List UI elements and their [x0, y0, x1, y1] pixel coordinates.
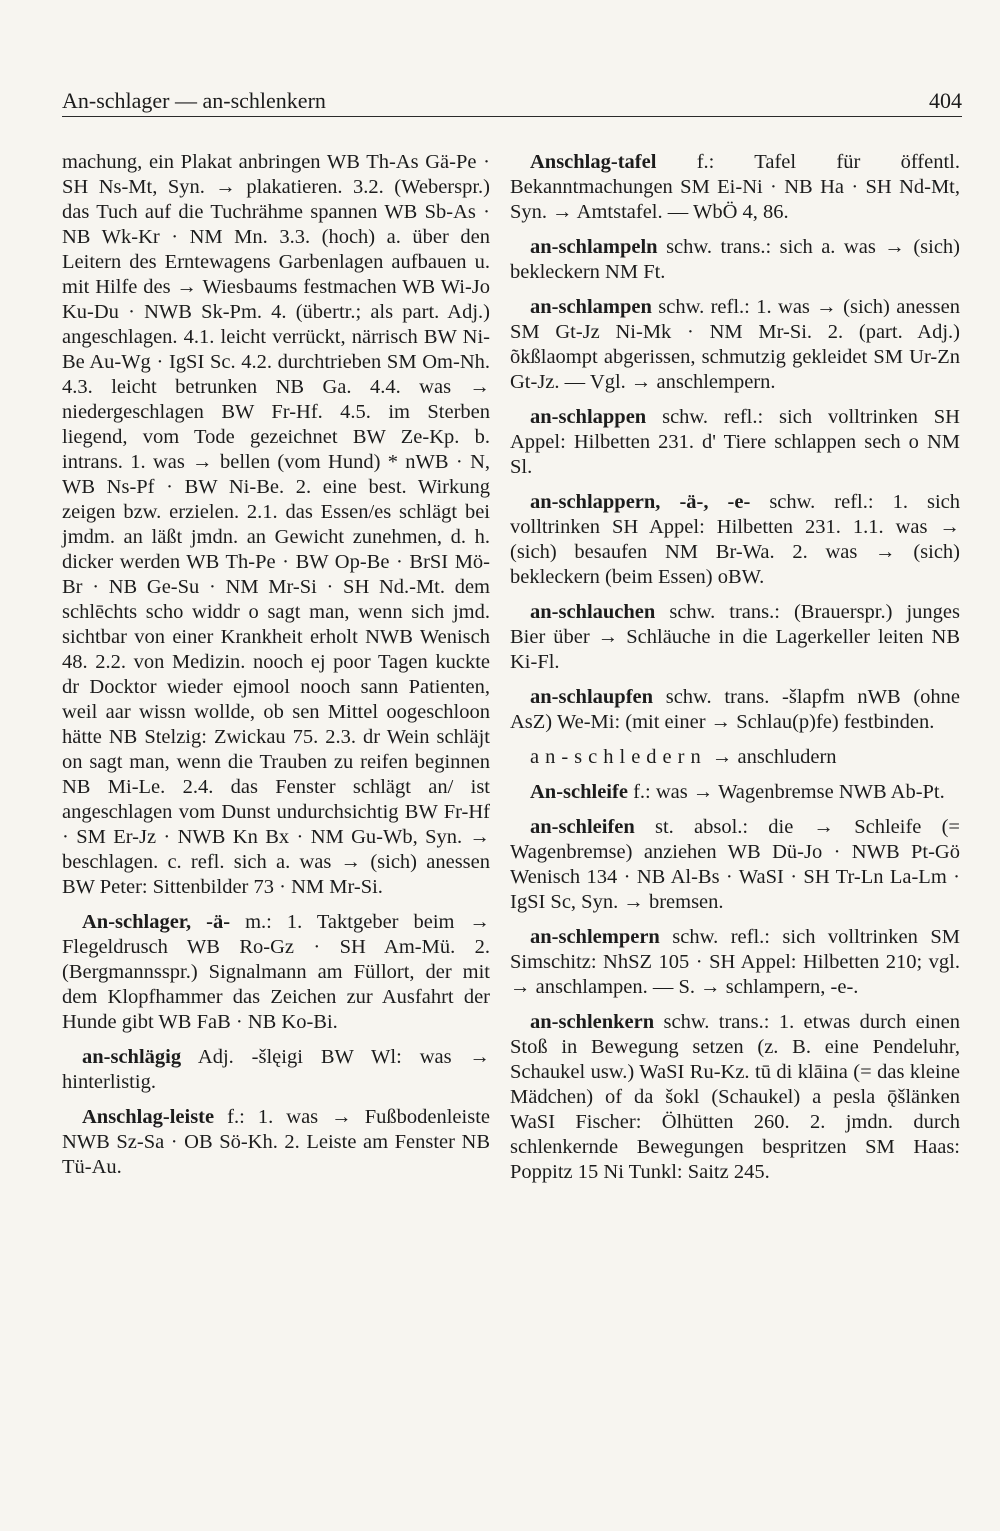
dictionary-entry [62, 150, 490, 900]
dictionary-entry [510, 235, 960, 285]
dictionary-entry [510, 150, 960, 225]
dictionary-entry [510, 925, 960, 1000]
dictionary-entry [62, 1045, 490, 1095]
dictionary-entry [510, 780, 960, 805]
entry-lemma: an-schlägig [82, 1046, 182, 1068]
entry-text: schw. refl.: sich volltrinken SM Simschitz: NhSZ 105 · SH Appel: Hilbetten 210; vgl. → anschlampen. — S. → schlampern, -e-. [510, 926, 960, 998]
dictionary-entry [510, 685, 960, 735]
entry-lemma-spaced: an-schledern [530, 746, 707, 768]
entry-lemma: Anschlag-leiste [82, 1106, 215, 1128]
entry-text: Adj. -šlęigi BW Wl: was → hinterlistig. [62, 1046, 490, 1093]
entry-text: machung, ein Plakat anbringen WB Th-As Gä-Pe · SH Ns-Mt, Syn. → plakatieren. 3.2. (Weberspr.) das Tuch auf die Tuchrähme spannen WB Sb-As · NB Wk-Kr · NM Mn. 3.3. (hoch) a. über den Leitern des Erntewagens Garbenlagen aufbauen u. mit Hilfe des → Wiesbaums festmachen WB Wi-Jo Ku-Du · NWB Sk-Pm. 4. (übertr.; als part. Adj.) angeschlagen. 4.1. leicht verrückt, närrisch BW Ni-Be Au-Wg · IgSI Sc. 4.2. durchtrieben SM Om-Nh. 4.3. leicht betrunken NB Ga. 4.4. was → niedergeschlagen BW Fr-Hf. 4.5. im Sterben liegend, vom Tode gezeichnet BW Ze-Kp. b. intrans. 1. was → bellen (vom Hund) * nWB · N, WB Ns-Pf · BW Ni-Be. 2. eine best. Wirkung zeigen bzw. erzielen. 2.1. das Essen/es schlägt bei jmdm. an läßt jmdn. an Gewicht zunehmen, d. h. dicker werden WB Th-Pe · BW Op-Be · BrSI Mö-Br · NB Ge-Su · NM Mr-Si · SH Nd.-Mt. dem schlēchts scho widdr o sagt man, wenn sich jmd. sichtbar von einer Krankheit erholt NWB Wenisch 48. 2.2. von Medizin. nooch ej poor Tagen kuckte dr Docktor wieder ejmool nooch sann Patienten, weil aar wissn wollde, ob sen Mittel oogeschloon hätte NB Stelzig: Zwickau 75. 2.3. dr Wein schläjt on sagt man, wenn die Trauben zu reifen beginnen NB Mi-Le. 2.4. das Fenster schlägt an/ ist angeschlagen vom Dunst undurchsichtig BW Fr-Hf · SM Er-Jz · NWB Kn Bx · NM Gu-Wb, Syn. → beschlagen. c. refl. sich a. was → (sich) anessen BW Peter: Sittenbilder 73 · NM Mr-Si. [62, 151, 490, 898]
entry-text: schw. trans.: sich a. was → (sich) bekleckern NM Ft. [510, 236, 960, 283]
dictionary-entry [62, 1105, 490, 1180]
entry-lemma: an-schlampeln [530, 236, 658, 258]
entry-lemma: an-schlaupfen [530, 686, 654, 708]
entry-lemma: an-schlappen [530, 406, 647, 428]
running-head-title: An-schlager — an-schlenkern [62, 88, 326, 113]
dictionary-entry [510, 490, 960, 590]
entry-lemma: an-schlenkern [530, 1011, 655, 1033]
page-number: 404 [929, 88, 962, 113]
entry-text: st. absol.: die → Schleife (= Wagenbremse) anziehen WB Dü-Jo · NWB Pt-Gö Wenisch 134 · NB Al-Bs · WaSI · SH Tr-Ln La-Lm · IgSI Sc, Syn. → bremsen. [510, 816, 960, 913]
entry-lemma: Anschlag-tafel [530, 151, 657, 173]
entry-text: schw. refl.: 1. was → (sich) anessen SM Gt-Jz Ni-Mk · NM Mr-Si. 2. (part. Adj.) õkßlaompt abgerissen, schmutzig gekleidet SM Ur-Zn Gt-Jz. — Vgl. → anschlempern. [510, 296, 960, 393]
entry-lemma: an-schleifen [530, 816, 635, 838]
dictionary-entry [510, 405, 960, 480]
entry-lemma: an-schlauchen [530, 601, 656, 623]
entry-text: f.: 1. was → Fußbodenleiste NWB Sz-Sa · OB Sö-Kh. 2. Leiste am Fenster NB Tü-Au. [62, 1106, 490, 1178]
entry-lemma: An-schleife [530, 781, 628, 803]
dictionary-entry [510, 745, 960, 770]
left-column [62, 150, 490, 1190]
entry-text: schw. refl.: sich volltrinken SH Appel: Hilbetten 231. d' Tiere schlappen sech o NM Sl. [510, 406, 960, 478]
entry-lemma: an-schlappern, -ä-, -e- [530, 491, 751, 513]
entry-lemma: an-schlempern [530, 926, 660, 948]
dictionary-entry [62, 910, 490, 1035]
running-header [62, 86, 962, 117]
entry-text: schw. refl.: 1. sich volltrinken SH Appel: Hilbetten 231. 1.1. was → (sich) besaufen NM Br-Wa. 2. was → (sich) bekleckern (beim Essen) oBW. [510, 491, 960, 588]
entry-text: schw. trans. -šlapfm nWB (ohne AsZ) We-Mi: (mit einer → Schlau(p)fe) festbinden. [510, 686, 960, 733]
entry-text: schw. trans.: (Brauerspr.) junges Bier über → Schläuche in die Lagerkeller leiten NB Ki-Fl. [510, 601, 960, 673]
dictionary-entry [510, 600, 960, 675]
entry-text: m.: 1. Taktgeber beim → Flegeldrusch WB Ro-Gz · SH Am-Mü. 2. (Bergmannsspr.) Signalmann am Füllort, der mit dem Klopfhammer das Zeichen zur Ausfahrt der Hunde gibt WB FaB · NB Ko-Bi. [62, 911, 490, 1033]
entry-lemma: an-schlampen [530, 296, 652, 318]
entry-text: schw. trans.: 1. etwas durch einen Stoß in Bewegung setzen (z. B. eine Pendeluhr, Schaukel usw.) WaSI Ru-Kz. tū di klāina (= das kleine Mädchen) of da šokl (Schaukel) a pesla ǭšlänken WaSI Fischer: Ölhütten 260. 2. jmdn. durch schlenkernde Bewegungen bespritzen SM Haas: Poppitz 15 Ni Tunkl: Saitz 245. [510, 1011, 960, 1183]
right-column [510, 150, 960, 1195]
entry-text: f.: was → Wagenbremse NWB Ab-Pt. [627, 781, 945, 803]
dictionary-entry [510, 815, 960, 915]
dictionary-entry [510, 295, 960, 395]
entry-lemma: An-schlager, -ä- [82, 911, 231, 933]
entry-text: → anschludern [706, 746, 837, 768]
dictionary-entry [510, 1010, 960, 1185]
entry-text: f.: Tafel für öffentl. Bekanntmachungen SM Ei-Ni · NB Ha · SH Nd-Mt, Syn. → Amtstafel. — WbÖ 4, 86. [510, 151, 960, 223]
